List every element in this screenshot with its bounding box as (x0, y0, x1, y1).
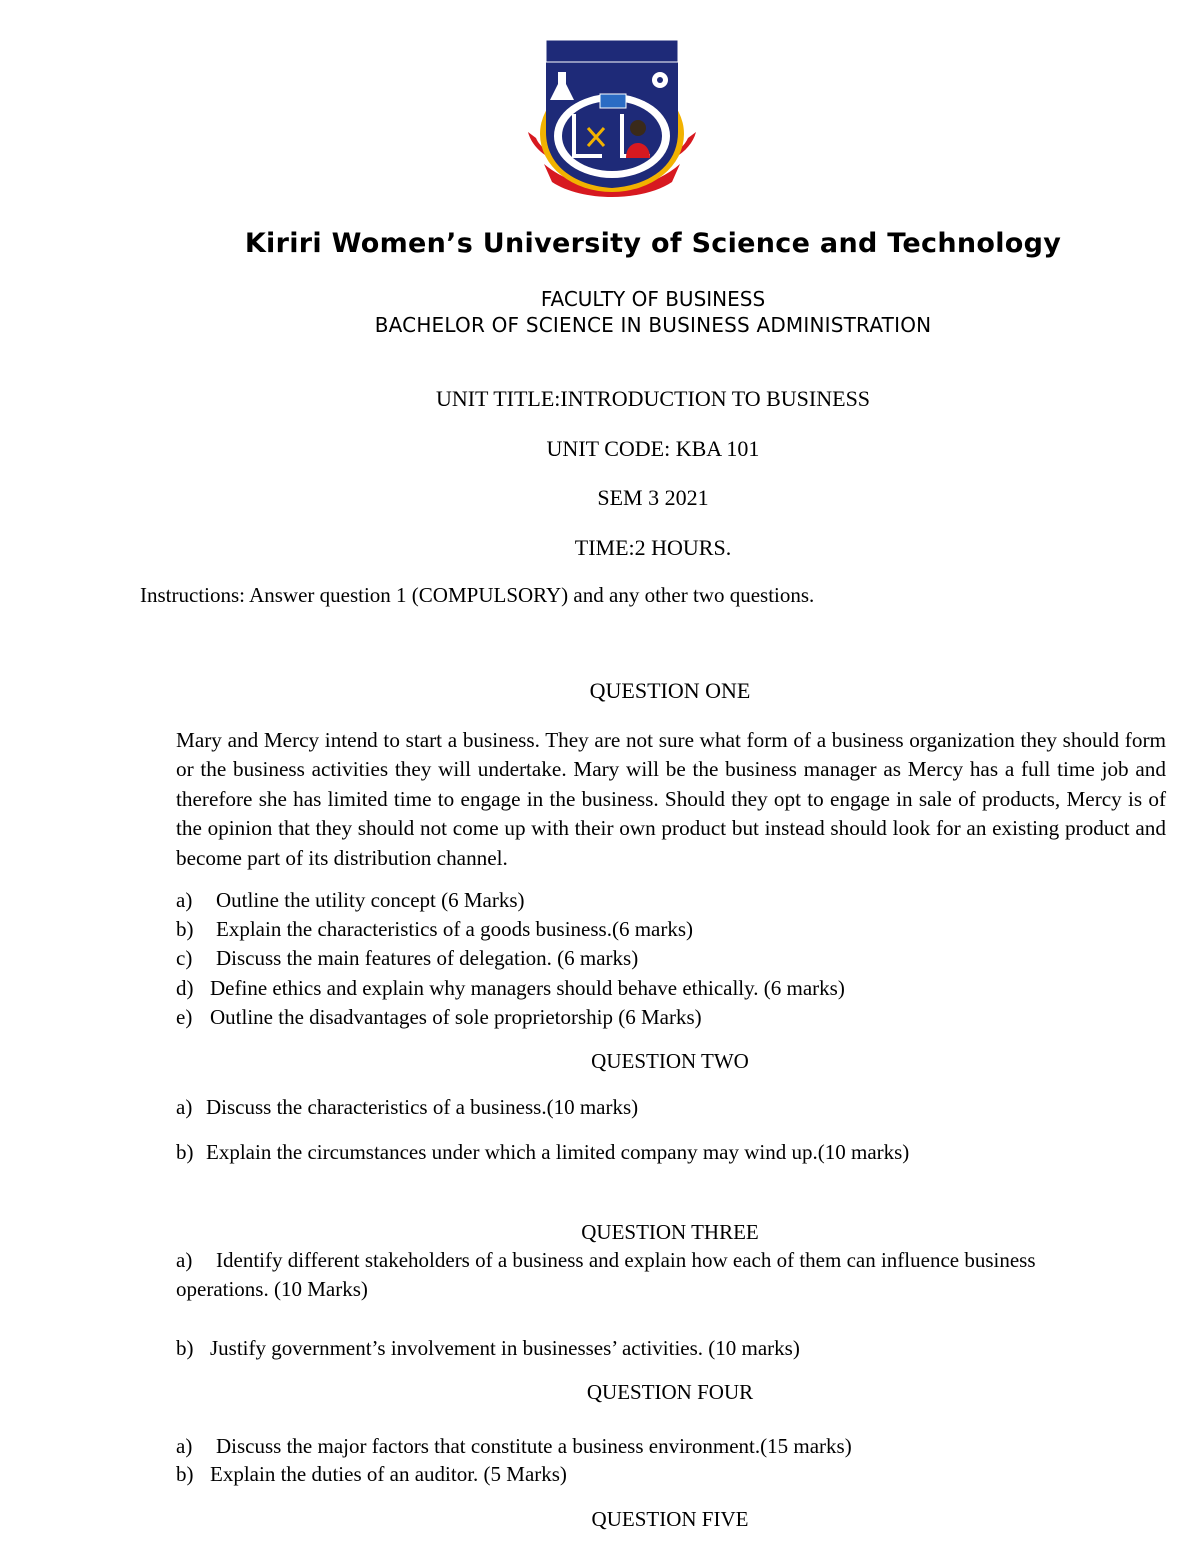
unit-title: UNIT TITLE:INTRODUCTION TO BUSINESS (435, 386, 871, 411)
woman-figure-icon (630, 120, 646, 136)
q3-item-a-continued: operations. (10 Marks) (176, 1277, 368, 1301)
q1-item-c (176, 946, 638, 971)
university-name: Kiriri Women’s University of Science and Technology (244, 228, 1062, 259)
q4-item-a (176, 1434, 852, 1459)
q3-item-a (176, 1248, 1036, 1273)
item-label: a) (176, 1095, 193, 1119)
semester: SEM 3 2021 (597, 485, 709, 510)
item-label: b) (176, 917, 194, 941)
q2-item-a (176, 1095, 638, 1120)
question-five-heading: QUESTION FIVE (591, 1507, 749, 1531)
item-label: a) (176, 1248, 193, 1272)
item-label: b) (176, 1336, 194, 1360)
item-text: Explain the circumstances under which a limited company may wind up.(10 marks) (206, 1140, 910, 1164)
item-label: b) (176, 1140, 194, 1164)
q1-item-d (176, 976, 845, 1001)
q1-item-e (176, 1005, 702, 1030)
q4-item-b (176, 1462, 567, 1487)
university-crest-logo (522, 36, 702, 198)
question-four-heading: QUESTION FOUR (586, 1380, 754, 1404)
q1-item-a (176, 888, 525, 913)
q1-item-b (176, 917, 693, 942)
item-text: Justify government’s involvement in businesses’ activities. (10 marks) (210, 1336, 800, 1360)
book-icon (600, 94, 626, 108)
item-label: c) (176, 946, 193, 970)
item-text: Outline the disadvantages of sole proprietorship (6 Marks) (210, 1005, 702, 1029)
question-one-heading: QUESTION ONE (589, 678, 751, 703)
instructions: Instructions: Answer question 1 (COMPULSORY) and any other two questions. (140, 583, 815, 607)
question-three-heading: QUESTION THREE (581, 1220, 759, 1244)
faculty-name: FACULTY OF BUSINESS (540, 287, 766, 311)
item-label: e) (176, 1005, 193, 1029)
item-label: a) (176, 1434, 193, 1458)
degree-name: BACHELOR OF SCIENCE IN BUSINESS ADMINISTRATION (374, 313, 932, 337)
item-label: a) (176, 888, 193, 912)
item-text: Outline the utility concept (6 Marks) (216, 888, 525, 912)
item-text: Explain the characteristics of a goods business.(6 marks) (216, 917, 694, 941)
q2-item-b (176, 1140, 909, 1165)
item-text: Discuss the main features of delegation. (6 marks) (216, 946, 639, 970)
crest-banner (546, 40, 678, 62)
item-text: Define ethics and explain why managers should behave ethically. (6 marks) (210, 976, 845, 1000)
item-label: b) (176, 1462, 194, 1486)
item-text: Discuss the major factors that constitute a business environment.(15 marks) (216, 1434, 852, 1458)
exam-time: TIME:2 HOURS. (574, 535, 732, 560)
item-text: Discuss the characteristics of a business.(10 marks) (206, 1095, 639, 1119)
item-text: Explain the duties of an auditor. (5 Marks) (210, 1462, 567, 1486)
item-label: d) (176, 976, 194, 1000)
question-two-heading: QUESTION TWO (591, 1049, 749, 1073)
question-one-scenario: Mary and Mercy intend to start a business. They are not sure what form of a business organization they should form or the business activities they will undertake. Mary will be the business manager as Mercy has a full time job and therefore she has limited time to engage in the business. Should they opt to engage in sale of products, Mercy is of the opinion that they should not come up with their own product but instead should look for an existing product and become part of its distribution channel. (176, 728, 1166, 870)
unit-code: UNIT CODE: KBA 101 (546, 436, 760, 461)
item-text: Identify different stakeholders of a business and explain how each of them can influence business (216, 1248, 1036, 1272)
q3-item-b (176, 1336, 800, 1361)
